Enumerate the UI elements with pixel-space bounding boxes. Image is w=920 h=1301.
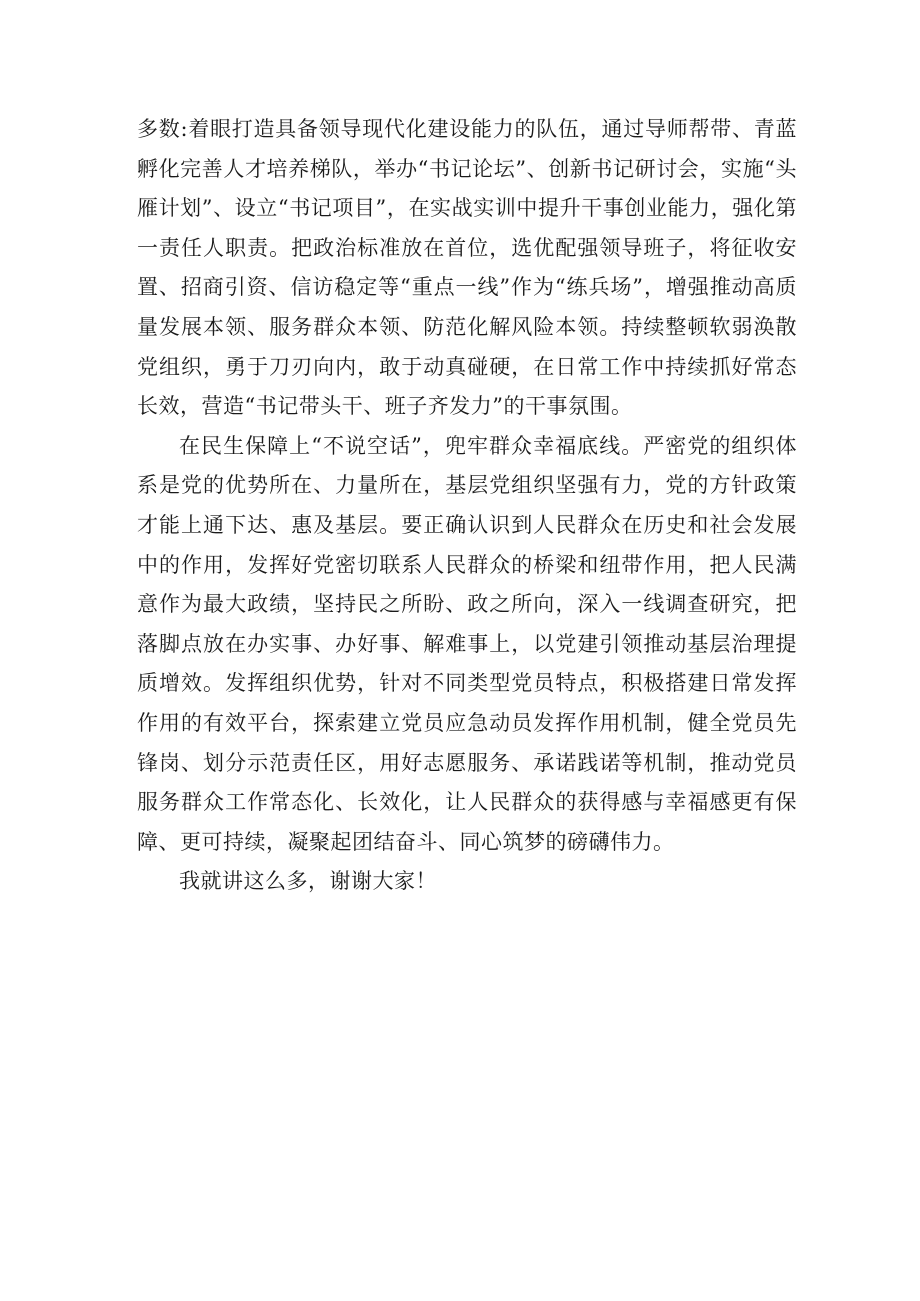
paragraph-livelihood: 在民生保障上“不说空话”，兜牢群众幸福底线。严密党的组织体系是党的优势所在、力量所在，基层党组织坚强有力，党的方针政策才能上通下达、惠及基层。要正确认识到人民群众在历史和社会发展中的作用，发挥好党密切联系人民群众的桥梁和纽带作用，把人民满意作为最大政绩，坚持民之所盼、政之所向，深入一线调查研究，把落脚点放在办实事、办好事、解难事上，以党建引领推动基层治理提质增效。发挥组织优势，针对不同类型党员特点，积极搭建日常发挥作用的有效平台，探索建立党员应急动员发挥作用机制，健全党员先锋岗、划分示范责任区，用好志愿服务、承诺践诺等机制，推动党员服务群众工作常态化、长效化，让人民群众的获得感与幸福感更有保障、更可持续，凝聚起团结奋斗、同心筑梦的磅礴伟力。 [137,433,797,854]
paragraph-continued: 多数:着眼打造具备领导现代化建设能力的队伍，通过导师帮带、青蓝孵化完善人才培养梯队，举办“书记论坛”、创新书记研讨会，实施“头雁计划”、设立“书记项目”，在实战实训中提升干事创业能力，强化第一责任人职责。把政治标准放在首位，选优配强领导班子，将征收安置、招商引资、信访稳定等“重点一线”作为“练兵场”，增强推动高质量发展本领、服务群众本领、防范化解风险本领。持续整顿软弱涣散党组织，勇于刀刃向内，敢于动真碰硬，在日常工作中持续抓好常态长效，营造“书记带头干、班子齐发力”的干事氛围。 [137,117,797,419]
document-body [137,110,797,902]
paragraph-closing: 我就讲这么多，谢谢大家！ [179,869,437,894]
